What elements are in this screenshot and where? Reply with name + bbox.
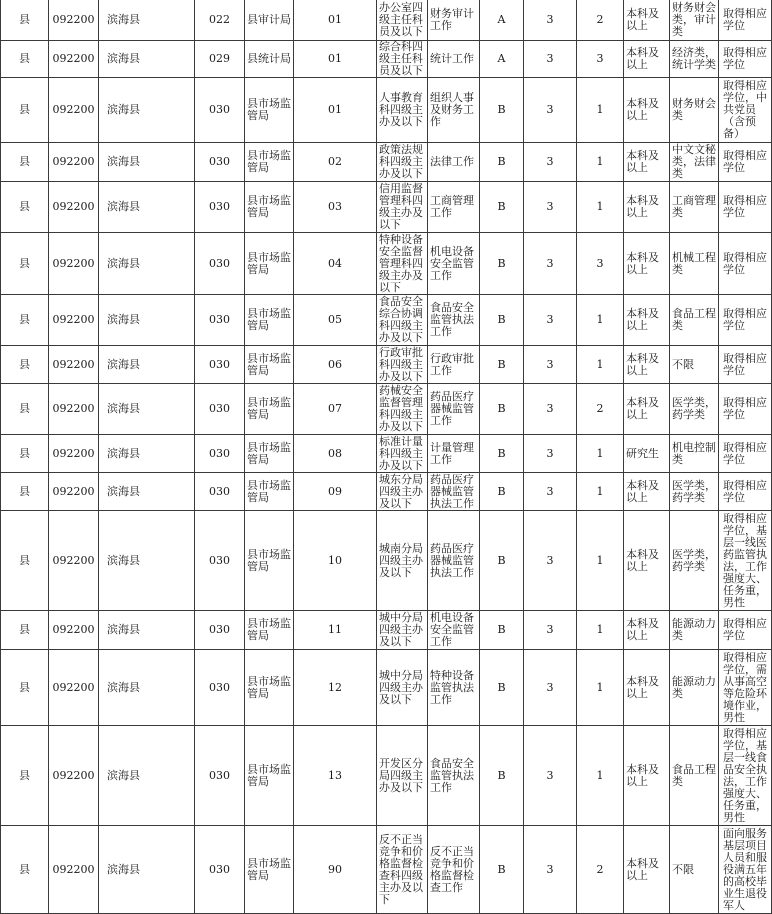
duty-cell: 财务审计工作: [428, 0, 480, 41]
level-cell: 县: [1, 384, 49, 435]
category-cell: B: [480, 611, 524, 650]
code-cell: 092200: [49, 384, 99, 435]
level-cell: 县: [1, 143, 49, 182]
level-cell: 县: [1, 0, 49, 41]
education-cell: 本科及以上: [624, 826, 670, 914]
position-cell: 药械安全监督管理科四级主办及以下: [377, 384, 428, 435]
ratio-cell: 3: [524, 346, 577, 384]
category-cell: A: [480, 41, 524, 78]
ratio-cell: 3: [524, 41, 577, 78]
unit-cell: 县市场监管局: [245, 435, 294, 473]
major-cell: 医学类，药学类: [670, 511, 719, 611]
ratio-cell: 3: [524, 435, 577, 473]
code-cell: 092200: [49, 233, 99, 295]
duty-cell: 法律工作: [428, 143, 480, 182]
other-requirements-cell: 取得相应学位: [719, 384, 772, 435]
category-cell: B: [480, 384, 524, 435]
category-cell: B: [480, 233, 524, 295]
other-requirements-cell: 取得相应学位: [719, 143, 772, 182]
count-cell: 2: [577, 0, 624, 41]
position-cell: 政策法规科四级主办及以下: [377, 143, 428, 182]
position-cell: 行政审批科四级主办及以下: [377, 346, 428, 384]
county-cell: 滨海县: [99, 78, 195, 143]
county-cell: 滨海县: [99, 511, 195, 611]
unit-cell: 县市场监管局: [245, 650, 294, 726]
education-cell: 本科及以上: [624, 384, 670, 435]
education-cell: 本科及以上: [624, 650, 670, 726]
major-cell: 中文文秘类，法律类: [670, 143, 719, 182]
position-cell: 综合科四级主任科员及以下: [377, 41, 428, 78]
other-requirements-cell: 取得相应学位: [719, 295, 772, 346]
ratio-cell: 3: [524, 473, 577, 511]
major-cell: 医学类，药学类: [670, 473, 719, 511]
unit-cell: 县市场监管局: [245, 346, 294, 384]
position-code-cell: 05: [294, 295, 377, 346]
education-cell: 本科及以上: [624, 726, 670, 826]
level-cell: 县: [1, 826, 49, 914]
table-row: [1, 826, 772, 914]
other-requirements-cell: 取得相应学位: [719, 435, 772, 473]
position-code-cell: 02: [294, 143, 377, 182]
major-cell: 财务财会类: [670, 78, 719, 143]
count-cell: 1: [577, 611, 624, 650]
position-code-cell: 90: [294, 826, 377, 914]
duty-cell: 药品医疗器械监管工作: [428, 384, 480, 435]
ratio-cell: 3: [524, 511, 577, 611]
unit-cell: 县审计局: [245, 0, 294, 41]
position-cell: 反不正当竞争和价格监督检查科四级主办及以下: [377, 826, 428, 914]
county-cell: 滨海县: [99, 41, 195, 78]
unit-code-cell: 030: [195, 435, 245, 473]
ratio-cell: 3: [524, 611, 577, 650]
ratio-cell: 3: [524, 726, 577, 826]
county-cell: 滨海县: [99, 826, 195, 914]
count-cell: 1: [577, 346, 624, 384]
position-code-cell: 01: [294, 78, 377, 143]
education-cell: 本科及以上: [624, 41, 670, 78]
count-cell: 1: [577, 143, 624, 182]
major-cell: 能源动力类: [670, 650, 719, 726]
county-cell: 滨海县: [99, 295, 195, 346]
education-cell: 本科及以上: [624, 143, 670, 182]
education-cell: 本科及以上: [624, 182, 670, 233]
county-cell: 滨海县: [99, 233, 195, 295]
category-cell: B: [480, 435, 524, 473]
major-cell: 经济类，统计学类: [670, 41, 719, 78]
code-cell: 092200: [49, 511, 99, 611]
position-cell: 开发区分局四级主办及以下: [377, 726, 428, 826]
table-body: [1, 0, 772, 914]
table-row: [1, 233, 772, 295]
unit-code-cell: 030: [195, 233, 245, 295]
major-cell: 机械工程类: [670, 233, 719, 295]
level-cell: 县: [1, 41, 49, 78]
other-requirements-cell: 取得相应学位，需从事高空等危险环境作业，男性: [719, 650, 772, 726]
category-cell: B: [480, 78, 524, 143]
code-cell: 092200: [49, 726, 99, 826]
county-cell: 滨海县: [99, 650, 195, 726]
position-cell: 城东分局四级主办及以下: [377, 473, 428, 511]
code-cell: 092200: [49, 0, 99, 41]
other-requirements-cell: 取得相应学位，中共党员（含预备）: [719, 78, 772, 143]
education-cell: 本科及以上: [624, 511, 670, 611]
major-cell: 不限: [670, 826, 719, 914]
code-cell: 092200: [49, 182, 99, 233]
duty-cell: 组织人事及财务工作: [428, 78, 480, 143]
level-cell: 县: [1, 78, 49, 143]
other-requirements-cell: 取得相应学位，基层一线食品安全执法，工作强度大、任务重，男性: [719, 726, 772, 826]
position-cell: 城中分局四级主办及以下: [377, 650, 428, 726]
education-cell: 本科及以上: [624, 346, 670, 384]
major-cell: 食品工程类: [670, 295, 719, 346]
county-cell: 滨海县: [99, 611, 195, 650]
unit-cell: 县市场监管局: [245, 473, 294, 511]
duty-cell: 工商管理工作: [428, 182, 480, 233]
count-cell: 3: [577, 41, 624, 78]
position-cell: 办公室四级主任科员及以下: [377, 0, 428, 41]
county-cell: 滨海县: [99, 143, 195, 182]
level-cell: 县: [1, 346, 49, 384]
position-code-cell: 06: [294, 346, 377, 384]
position-cell: 城中分局四级主办及以下: [377, 611, 428, 650]
ratio-cell: 3: [524, 78, 577, 143]
level-cell: 县: [1, 511, 49, 611]
position-code-cell: 07: [294, 384, 377, 435]
other-requirements-cell: 取得相应学位: [719, 346, 772, 384]
education-cell: 本科及以上: [624, 233, 670, 295]
code-cell: 092200: [49, 611, 99, 650]
unit-cell: 县市场监管局: [245, 143, 294, 182]
position-cell: 城南分局四级主办及以下: [377, 511, 428, 611]
table-row: [1, 611, 772, 650]
table-row: [1, 41, 772, 78]
major-cell: 医学类，药学类: [670, 384, 719, 435]
duty-cell: 机电设备安全监管工作: [428, 233, 480, 295]
unit-cell: 县市场监管局: [245, 295, 294, 346]
ratio-cell: 3: [524, 0, 577, 41]
other-requirements-cell: 取得相应学位: [719, 473, 772, 511]
category-cell: B: [480, 295, 524, 346]
education-cell: 本科及以上: [624, 0, 670, 41]
table-row: [1, 384, 772, 435]
category-cell: B: [480, 473, 524, 511]
table-row: [1, 78, 772, 143]
ratio-cell: 3: [524, 384, 577, 435]
level-cell: 县: [1, 295, 49, 346]
code-cell: 092200: [49, 826, 99, 914]
level-cell: 县: [1, 650, 49, 726]
position-code-cell: 10: [294, 511, 377, 611]
unit-code-cell: 030: [195, 611, 245, 650]
unit-cell: 县市场监管局: [245, 182, 294, 233]
unit-code-cell: 030: [195, 143, 245, 182]
code-cell: 092200: [49, 346, 99, 384]
unit-code-cell: 030: [195, 384, 245, 435]
unit-code-cell: 030: [195, 182, 245, 233]
code-cell: 092200: [49, 143, 99, 182]
position-code-cell: 12: [294, 650, 377, 726]
county-cell: 滨海县: [99, 726, 195, 826]
duty-cell: 特种设备监管执法工作: [428, 650, 480, 726]
unit-code-cell: 030: [195, 346, 245, 384]
table-row: [1, 346, 772, 384]
code-cell: 092200: [49, 78, 99, 143]
other-requirements-cell: 面向服务基层项目人员和服役满五年的高校毕业生退役军人: [719, 826, 772, 914]
county-cell: 滨海县: [99, 473, 195, 511]
position-code-cell: 03: [294, 182, 377, 233]
duty-cell: 计量管理工作: [428, 435, 480, 473]
position-code-cell: 13: [294, 726, 377, 826]
unit-code-cell: 030: [195, 78, 245, 143]
education-cell: 本科及以上: [624, 473, 670, 511]
major-cell: 能源动力类: [670, 611, 719, 650]
unit-code-cell: 030: [195, 826, 245, 914]
category-cell: B: [480, 826, 524, 914]
other-requirements-cell: 取得相应学位: [719, 41, 772, 78]
county-cell: 滨海县: [99, 346, 195, 384]
code-cell: 092200: [49, 473, 99, 511]
unit-code-cell: 029: [195, 41, 245, 78]
count-cell: 1: [577, 295, 624, 346]
code-cell: 092200: [49, 41, 99, 78]
ratio-cell: 3: [524, 233, 577, 295]
table-row: [1, 650, 772, 726]
ratio-cell: 3: [524, 143, 577, 182]
major-cell: 机电控制类: [670, 435, 719, 473]
duty-cell: 食品安全监管执法工作: [428, 726, 480, 826]
major-cell: 不限: [670, 346, 719, 384]
table-row: [1, 511, 772, 611]
level-cell: 县: [1, 726, 49, 826]
category-cell: B: [480, 182, 524, 233]
unit-code-cell: 030: [195, 650, 245, 726]
position-code-cell: 11: [294, 611, 377, 650]
category-cell: B: [480, 346, 524, 384]
table-row: [1, 435, 772, 473]
unit-cell: 县市场监管局: [245, 511, 294, 611]
table-row: [1, 0, 772, 41]
position-code-cell: 01: [294, 0, 377, 41]
unit-code-cell: 030: [195, 295, 245, 346]
duty-cell: 机电设备安全监管工作: [428, 611, 480, 650]
unit-code-cell: 030: [195, 726, 245, 826]
county-cell: 滨海县: [99, 384, 195, 435]
unit-code-cell: 030: [195, 473, 245, 511]
count-cell: 1: [577, 511, 624, 611]
table-row: [1, 182, 772, 233]
ratio-cell: 3: [524, 295, 577, 346]
table-row: [1, 295, 772, 346]
education-cell: 本科及以上: [624, 78, 670, 143]
category-cell: B: [480, 511, 524, 611]
duty-cell: 药品医疗器械监管执法工作: [428, 473, 480, 511]
code-cell: 092200: [49, 435, 99, 473]
count-cell: 1: [577, 78, 624, 143]
position-cell: 食品安全综合协调科四级主办及以下: [377, 295, 428, 346]
other-requirements-cell: 取得相应学位: [719, 182, 772, 233]
major-cell: 财务财会类，审计类: [670, 0, 719, 41]
table-row: [1, 143, 772, 182]
duty-cell: 药品医疗器械监管执法工作: [428, 511, 480, 611]
duty-cell: 行政审批工作: [428, 346, 480, 384]
count-cell: 1: [577, 650, 624, 726]
position-code-cell: 08: [294, 435, 377, 473]
count-cell: 1: [577, 182, 624, 233]
count-cell: 2: [577, 826, 624, 914]
duty-cell: 统计工作: [428, 41, 480, 78]
ratio-cell: 3: [524, 826, 577, 914]
unit-cell: 县统计局: [245, 41, 294, 78]
category-cell: B: [480, 650, 524, 726]
other-requirements-cell: 取得相应学位: [719, 233, 772, 295]
duty-cell: 食品安全监管执法工作: [428, 295, 480, 346]
unit-code-cell: 022: [195, 0, 245, 41]
duty-cell: 反不正当竞争和价格监督检查工作: [428, 826, 480, 914]
position-code-cell: 09: [294, 473, 377, 511]
unit-cell: 县市场监管局: [245, 233, 294, 295]
unit-cell: 县市场监管局: [245, 611, 294, 650]
position-code-cell: 01: [294, 41, 377, 78]
count-cell: 3: [577, 233, 624, 295]
education-cell: 本科及以上: [624, 611, 670, 650]
table-row: [1, 473, 772, 511]
category-cell: A: [480, 0, 524, 41]
unit-code-cell: 030: [195, 511, 245, 611]
other-requirements-cell: 取得相应学位，基层一线医药监管执法，工作强度大、任务重，男性: [719, 511, 772, 611]
count-cell: 1: [577, 435, 624, 473]
major-cell: 工商管理类: [670, 182, 719, 233]
other-requirements-cell: 取得相应学位: [719, 0, 772, 41]
ratio-cell: 3: [524, 182, 577, 233]
unit-cell: 县市场监管局: [245, 726, 294, 826]
level-cell: 县: [1, 182, 49, 233]
level-cell: 县: [1, 233, 49, 295]
education-cell: 本科及以上: [624, 295, 670, 346]
level-cell: 县: [1, 611, 49, 650]
count-cell: 1: [577, 726, 624, 826]
unit-cell: 县市场监管局: [245, 78, 294, 143]
position-cell: 信用监督管理科四级主办及以下: [377, 182, 428, 233]
county-cell: 滨海县: [99, 435, 195, 473]
level-cell: 县: [1, 435, 49, 473]
unit-cell: 县市场监管局: [245, 384, 294, 435]
count-cell: 2: [577, 384, 624, 435]
unit-cell: 县市场监管局: [245, 826, 294, 914]
level-cell: 县: [1, 473, 49, 511]
position-cell: 特种设备安全监督管理科四级主办及以下: [377, 233, 428, 295]
category-cell: B: [480, 143, 524, 182]
other-requirements-cell: 取得相应学位: [719, 611, 772, 650]
table-row: [1, 726, 772, 826]
category-cell: B: [480, 726, 524, 826]
position-cell: 人事教育科四级主办及以下: [377, 78, 428, 143]
position-cell: 标准计量科四级主办及以下: [377, 435, 428, 473]
code-cell: 092200: [49, 650, 99, 726]
major-cell: 食品工程类: [670, 726, 719, 826]
education-cell: 研究生: [624, 435, 670, 473]
county-cell: 滨海县: [99, 0, 195, 41]
county-cell: 滨海县: [99, 182, 195, 233]
ratio-cell: 3: [524, 650, 577, 726]
code-cell: 092200: [49, 295, 99, 346]
position-code-cell: 04: [294, 233, 377, 295]
count-cell: 1: [577, 473, 624, 511]
